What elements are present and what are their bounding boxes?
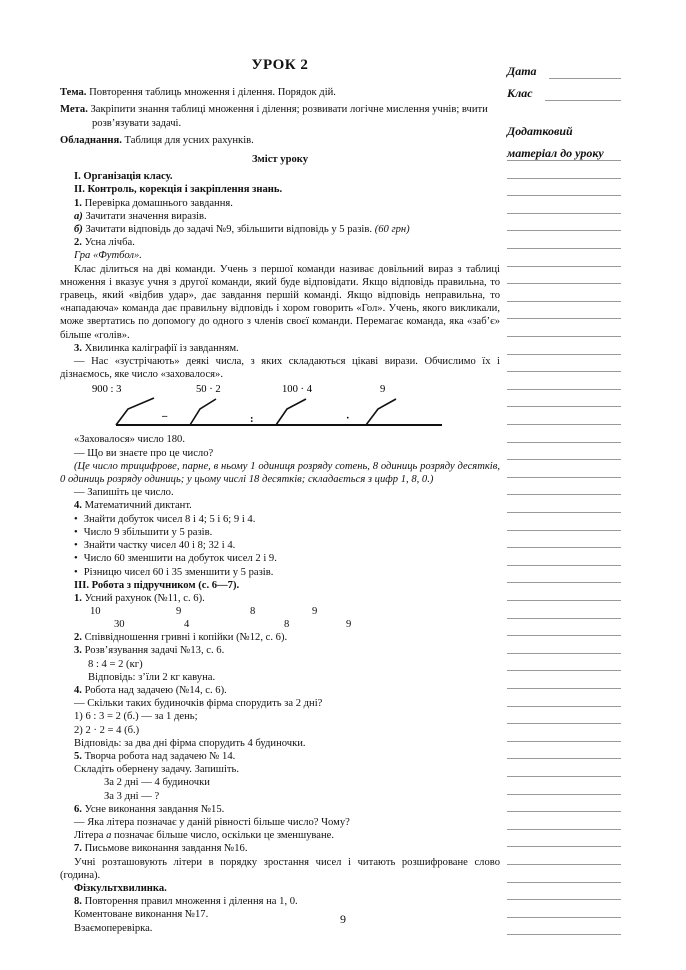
section-2: II. Контроль, корекція і закріплення знань.	[74, 184, 283, 196]
task-5-text: Складіть обернену задачу. Запишіть.	[74, 764, 240, 776]
dictation-item: • Знайти частку чисел 40 і 8; 32 і 4.	[60, 539, 500, 552]
side-line	[507, 723, 621, 724]
task-6-question: — Яка літера позначає у даній рівності більше число? Чому?	[74, 816, 350, 828]
item-3: 3. Хвилинка каліграфії із завданням.	[74, 342, 239, 354]
side-line	[507, 178, 621, 179]
op-divide: :	[250, 414, 254, 426]
numbers-row-1: 10 9 8 9	[90, 606, 318, 618]
task-1: 1. Усний рахунок (№11, с. 6).	[74, 592, 205, 604]
item-4: 4. Математичний диктант.	[74, 500, 192, 512]
task-4-question: — Скільки таких будиночків фірма спорудить за 2 дні?	[74, 698, 323, 710]
goal: Мета. Закріпити знання таблиці множення і ділення; розвивати логічне мислення учнів; вчити розв’язувати задачі.	[60, 104, 488, 129]
side-line	[507, 899, 621, 900]
op-multiply: ·	[346, 413, 350, 425]
expr-2: 50 · 2	[196, 384, 221, 396]
side-line	[507, 354, 621, 355]
side-line	[507, 371, 621, 372]
side-line	[507, 389, 621, 390]
side-line	[507, 758, 621, 759]
side-line	[545, 100, 621, 101]
side-line	[507, 442, 621, 443]
task-7: 7. Письмове виконання завдання №16.	[74, 843, 248, 855]
side-line	[507, 512, 621, 513]
side-line	[507, 195, 621, 196]
side-line	[507, 494, 621, 495]
side-line	[507, 301, 621, 302]
side-extra-label-2: матеріал до уроку	[507, 146, 604, 160]
write-number: — Запишіть це число.	[74, 487, 174, 499]
task-3: 3. Розв’язування задачі №13, с. 6.	[74, 645, 225, 657]
task-8-text-2: Взаємоперевірка.	[74, 922, 153, 934]
side-line	[507, 706, 621, 707]
task-8-text-1: Коментоване виконання №17.	[74, 909, 209, 921]
side-line	[507, 230, 621, 231]
task-5: 5. Творча робота над задачею № 14.	[74, 750, 236, 762]
task-3-answer: Відповідь: з’їли 2 кг кавуна.	[88, 671, 216, 683]
side-line	[507, 318, 621, 319]
side-line	[507, 882, 621, 883]
side-line	[507, 864, 621, 865]
task-5-line-2: За 3 дні — ?	[104, 790, 160, 802]
task-4: 4. Робота над задачею (№14, с. 6).	[74, 684, 227, 696]
side-line	[507, 336, 621, 337]
numbers-row-2: 30 4 8 9	[114, 619, 352, 631]
game-text: Клас ділиться на дві команди. Учень з першої команди називає довільний вираз з таблиці множення і вказує учня з другої команди, який буде відповідати. Якщо відповідь правильна, то гравець, який «відбив удар», дає завдання першій команді. Якщо відповідь неправильна, то «нападаюча» команда дає правильну відповідь і хором говорить «Гол». Учень, якого викликали, може звертатись по допомогу до одного з членів своєї команди. Перемагає команда, яка «заб’є» більше «голів».	[60, 263, 500, 341]
side-line	[507, 213, 621, 214]
lesson-content	[60, 57, 500, 935]
side-line	[507, 424, 621, 425]
side-line	[507, 459, 621, 460]
hidden-number: «Заховалося» число 180.	[74, 434, 185, 446]
side-line	[507, 266, 621, 267]
task-3-equation: 8 : 4 = 2 (кг)	[88, 658, 143, 670]
side-line	[507, 565, 621, 566]
side-line	[507, 547, 621, 548]
op-minus: –	[162, 411, 168, 423]
side-line	[507, 846, 621, 847]
side-line	[507, 794, 621, 795]
expression-chain	[60, 381, 500, 433]
equipment: Обладнання. Таблиця для усних рахунків.	[60, 134, 254, 146]
task-4-step-1: 1) 6 : 3 = 2 (б.) — за 1 день;	[74, 711, 198, 723]
side-line	[507, 618, 621, 619]
side-line	[507, 600, 621, 601]
section-3: III. Робота з підручником (с. 6—7).	[74, 579, 240, 591]
side-line	[549, 78, 621, 79]
physical-break: Фізкультхвилинка.	[74, 882, 167, 894]
side-line	[507, 160, 621, 161]
task-4-answer: Відповідь: за два дні фірма спорудить 4 будиночки.	[74, 737, 306, 749]
side-extra-label-1: Додатковий	[507, 124, 573, 138]
task-6: 6. Усне виконання завдання №15.	[74, 803, 225, 815]
side-line	[507, 530, 621, 531]
lesson-title: УРОК 2	[251, 57, 309, 73]
side-line	[507, 283, 621, 284]
dictation-item: • Знайти добуток чисел 8 і 4; 5 і 6; 9 і 4.	[60, 513, 500, 526]
page-number: 9	[340, 912, 346, 926]
task-4-step-2: 2) 2 · 2 = 4 (б.)	[74, 724, 140, 736]
task-5-line-1: За 2 дні — 4 будиночки	[104, 777, 210, 789]
number-answer: (Це число трицифрове, парне, в ньому 1 одиниця розряду сотень, 8 одиниць розряду десятків, 0 одиниць розряду одиниць; у цьому числі 18 десятків; складається з цифр 1, 8, 0.)	[60, 460, 500, 486]
task-8: 8. Повторення правил множення і ділення на 1, 0.	[74, 896, 298, 908]
expr-1: 900 : 3	[92, 384, 122, 396]
task-6-answer: Літера а позначає більше число, оскільки це зменшуване.	[74, 830, 335, 842]
side-line	[507, 741, 621, 742]
dictation-item: • Число 60 зменшити на добуток чисел 2 і 9.	[60, 552, 500, 565]
expr-4: 9	[380, 384, 386, 396]
side-line	[507, 477, 621, 478]
question-number: — Що ви знаєте про це число?	[74, 447, 214, 459]
side-line	[507, 406, 621, 407]
item-1: 1. Перевірка домашнього завдання.	[74, 197, 233, 209]
side-line	[507, 829, 621, 830]
item-1b: б) Зачитати відповідь до задачі №9, збільшити відповідь у 5 разів. (60 грн)	[74, 224, 410, 236]
side-line	[507, 635, 621, 636]
task-2: 2. Співвідношення гривні і копійки (№12, с. 6).	[74, 632, 288, 644]
game-title: Гра «Футбол».	[74, 250, 142, 262]
side-line	[507, 776, 621, 777]
side-line	[507, 811, 621, 812]
dictation-item: • Різницю чисел 60 і 35 зменшити у 5 разів.	[60, 566, 500, 579]
side-line	[507, 934, 621, 935]
side-line	[507, 688, 621, 689]
side-line	[507, 582, 621, 583]
side-class-label: Клас	[507, 86, 533, 100]
calligraphy-question: — Нас «зустрічають» деякі числа, з яких складаються цікаві вирази. Обчислимо їх і дізнаємось, яке число «заховалося».	[60, 356, 500, 381]
side-date-label: Дата	[507, 64, 537, 78]
topic: Тема. Повторення таблиць множення і ділення. Порядок дій.	[60, 87, 336, 99]
contents-heading: Зміст уроку	[251, 154, 309, 166]
expr-3: 100 · 4	[282, 384, 313, 396]
side-line	[507, 670, 621, 671]
side-line	[507, 248, 621, 249]
section-1: I. Організація класу.	[74, 171, 173, 183]
side-line	[507, 653, 621, 654]
task-7-text: Учні розташовують літери в порядку зростання чисел і читають розшифроване слово (година).	[60, 856, 500, 881]
item-1a: а) Зачитати значення виразів.	[74, 210, 207, 222]
item-2: 2. Усна лічба.	[74, 237, 135, 249]
dictation-item: • Число 9 збільшити у 5 разів.	[60, 526, 500, 539]
